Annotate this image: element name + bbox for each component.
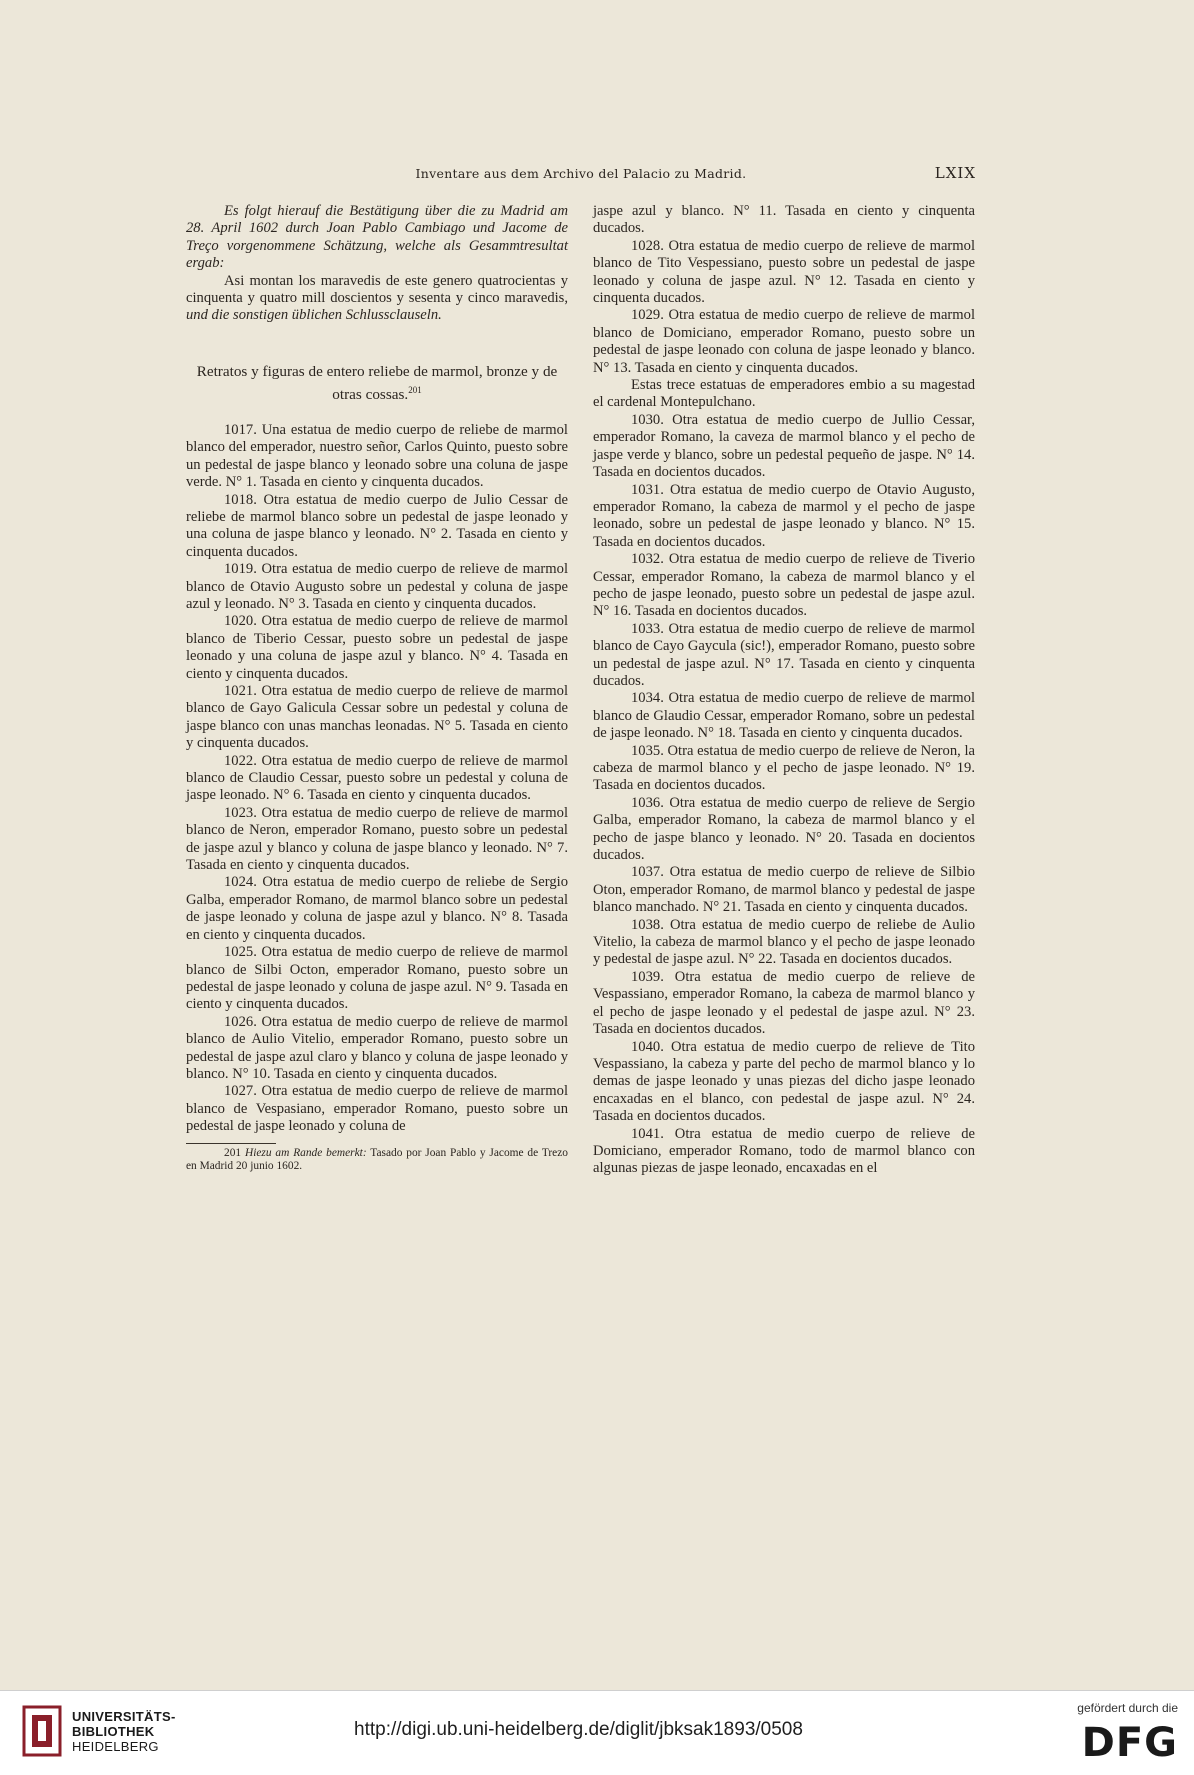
intro-italic-end: und die sonstigen üblichen Schlussclauseln.	[186, 307, 442, 324]
provenance-note: Estas trece estatuas de emperadores embio a su magestad el cardenal Montepulchano.	[593, 377, 975, 411]
library-line-1: UNIVERSITÄTS-	[72, 1709, 176, 1724]
intro-summary	[186, 273, 568, 325]
entry-1039: 1039. Otra estatua de medio cuerpo de relieve de Vespassiano, emperador Romano, la cabeza de marmol blanco y el pecho de jaspe leonado y el pedestal de jaspe azul. N° 23. Tasada en docientos ducados.	[593, 968, 975, 1038]
library-name	[72, 1709, 176, 1754]
entry-1018: 1018. Otra estatua de medio cuerpo de Julio Cessar de reliebe de marmol blanco sobre un pedestal de jaspe leonado y una coluna de jaspe blanco y leonado. N° 2. Tasada en ciento y cinquenta ducados.	[186, 491, 568, 560]
library-line-3: HEIDELBERG	[72, 1739, 159, 1754]
entry-1020: 1020. Otra estatua de medio cuerpo de relieve de marmol blanco de Tiberio Cessar, puesto sobre un pedestal de jaspe leonado y una coluna de jaspe azul y blanco. N° 4. Tasada en ciento y cinquenta ducados.	[186, 613, 568, 682]
heading-footnote-ref: 201	[408, 384, 422, 395]
entry-1036: 1036. Otra estatua de medio cuerpo de relieve de Sergio Galba, emperador Romano, la cabeza de marmol blanco y el pecho de jaspe blanco y leonado. N° 20. Tasada en docientos ducados.	[593, 794, 975, 864]
entry-1028: 1028. Otra estatua de medio cuerpo de relieve de marmol blanco de Tito Vespessiano, puesto sobre un pedestal de jaspe leonado y coluna de jaspe azul. N° 12. Tasada en ciento y cinquenta ducados.	[593, 237, 975, 307]
running-title: Inventare aus dem Archivo del Palacio zu Madrid.	[415, 166, 747, 181]
entry-1031: 1031. Otra estatua de medio cuerpo de Otavio Augusto, emperador Romano, la cabeza de marmol y el pecho de jaspe leonado, sobre un pedestal de jaspe leonado y blanco. N° 15. Tasada en docientos ducados.	[593, 481, 975, 550]
section-heading	[186, 363, 568, 404]
right-column	[593, 203, 975, 1178]
footnote-rule	[186, 1143, 276, 1144]
sponsor-label: gefördert durch die	[1077, 1701, 1178, 1715]
entry-1034: 1034. Otra estatua de medio cuerpo de relieve de marmol blanco de Glaudio Cessar, emperador Romano, sobre un pedestal de jaspe leonado. N° 18. Tasada en ciento y cinquenta ducados.	[593, 690, 975, 742]
entry-1022: 1022. Otra estatua de medio cuerpo de relieve de marmol blanco de Claudio Cessar, puesto sobre un pedestal y coluna de jaspe leonado. N° 6. Tasada en ciento y cinquenta ducados.	[186, 752, 568, 804]
entry-1041: 1041. Otra estatua de medio cuerpo de relieve de Domiciano, emperador Romano, todo de marmol blanco con algunas piezas de jaspe leonado, encaxadas en el	[593, 1125, 975, 1177]
page-number: LXIX	[934, 164, 976, 182]
entry-1021: 1021. Otra estatua de medio cuerpo de relieve de marmol blanco de Gayo Galicula Cessar sobre un pedestal y coluna de jaspe blanco con unas manchas leonadas. N° 5. Tasada en ciento y cinquenta ducados.	[186, 683, 568, 752]
footnote	[186, 1147, 568, 1173]
entry-1035: 1035. Otra estatua de medio cuerpo de relieve de Neron, la cabeza de marmol blanco y el pecho de jaspe leonado. N° 19. Tasada en docientos ducados.	[593, 742, 975, 794]
entry-1027-continued: jaspe azul y blanco. N° 11. Tasada en ciento y cinquenta ducados.	[593, 203, 975, 237]
university-seal-icon	[22, 1705, 62, 1757]
footnote-text: Tasado por Joan Pablo y Jacome de Trezo en Madrid 20 junio 1602.	[186, 1146, 568, 1172]
footnote-label: 201	[224, 1146, 242, 1159]
entry-1037: 1037. Otra estatua de medio cuerpo de relieve de Silbio Oton, emperador Romano, de marmol blanco y pedestal de jaspe blanco manchado. N° 21. Tasada en ciento y cinquenta ducados.	[593, 864, 975, 916]
entry-1026: 1026. Otra estatua de medio cuerpo de relieve de marmol blanco de Aulio Vitelio, emperador Romano, puesto sobre un pedestal de jaspe azul claro y blanco y coluna de jaspe leonado y blanco. N° 10. Tasada en ciento y cinquenta ducados.	[186, 1013, 568, 1082]
entry-1040: 1040. Otra estatua de medio cuerpo de relieve de Tito Vespassiano, la cabeza y parte del pecho de marmol blanco y lo demas de jaspe leonado y unas piezas del dicho jaspe leonado encaxadas en el blanco, con pedestal de jaspe azul. N° 24. Tasada en docientos ducados.	[593, 1038, 975, 1125]
footer-bar	[0, 1690, 1194, 1775]
entry-1030: 1030. Otra estatua de medio cuerpo de Jullio Cessar, emperador Romano, la caveza de marmol blanco y el pecho de jaspe verde y blanco, sobre un pedestal pequeño de jaspe. N° 14. Tasada en docientos ducados.	[593, 411, 975, 481]
intro-paragraph	[186, 203, 568, 273]
running-head	[186, 166, 976, 186]
entry-1024: 1024. Otra estatua de medio cuerpo de reliebe de Sergio Galba, emperador Romano, de marmol blanco sobre un pedestal de jaspe leonado y coluna de jaspe azul y blanco. N° 8. Tasada en ciento y cinquenta ducados.	[186, 874, 568, 943]
library-line-2: BIBLIOTHEK	[72, 1724, 155, 1739]
entry-1027: 1027. Otra estatua de medio cuerpo de relieve de marmol blanco de Vespasiano, emperador Romano, puesto sobre un pedestal de jaspe leonado y coluna de	[186, 1083, 568, 1135]
entry-1033: 1033. Otra estatua de medio cuerpo de relieve de marmol blanco de Cayo Gaycula (sic!), emperador Romano, puesto sobre un pedestal de jaspe azul. N° 17. Tasada en ciento y cinquenta ducados.	[593, 620, 975, 689]
intro-text: Asi montan los maravedis de este genero quatrocientas y cinquenta y quatro mill doscientos y sesenta y cinco maravedis,	[186, 272, 568, 307]
footnote-italic: Hiezu am Rande bemerkt:	[244, 1146, 367, 1159]
entry-1038: 1038. Otra estatua de medio cuerpo de reliebe de Aulio Vitelio, la cabeza de marmol blanco y el pecho de jaspe leonado y pedestal de jaspe azul. N° 22. Tasada en docientos ducados.	[593, 916, 975, 968]
intro-italic: Es folgt hierauf die Bestätigung über die zu Madrid am 28. April 1602 durch Joan Pablo Cambiago und Jacome de Treço vorgenommene Schätzung, welche als Gesammtresultat ergab:	[186, 203, 568, 272]
dfg-logo: DFG	[1081, 1720, 1178, 1766]
section-heading-text: Retratos y figuras de entero reliebe de marmol, bronze y de otras cossas.	[196, 362, 558, 403]
entry-1019: 1019. Otra estatua de medio cuerpo de relieve de marmol blanco de Otavio Augusto sobre un pedestal y coluna de jaspe azul y leonado. N° 3. Tasada en ciento y cinquenta ducados.	[186, 561, 568, 612]
permalink-url[interactable]: http://digi.ub.uni-heidelberg.de/diglit/jbksak1893/0508	[354, 1719, 803, 1740]
entry-1032: 1032. Otra estatua de medio cuerpo de relieve de Tiverio Cessar, emperador Romano, la cabeza de marmol blanco y el pecho de jaspe leonado, puesto sobre un pedestal de jaspe azul. N° 16. Tasada en docientos ducados.	[593, 551, 975, 620]
left-column	[186, 203, 568, 1173]
entry-1017: 1017. Una estatua de medio cuerpo de reliebe de marmol blanco del emperador, nuestro señor, Carlos Quinto, puesto sobre un pedestal de jaspe blanco y leonado sobre una coluna de jaspe verde. N° 1. Tasada en ciento y cinquenta ducados.	[186, 421, 568, 491]
entry-1025: 1025. Otra estatua de medio cuerpo de relieve de marmol blanco de Silbi Octon, emperador Romano, puesto sobre un pedestal de jaspe leonado y coluna de jaspe azul. N° 9. Tasada en ciento y cinquenta ducados.	[186, 944, 568, 1013]
entry-1023: 1023. Otra estatua de medio cuerpo de relieve de marmol blanco de Neron, emperador Romano, puesto sobre un pedestal de jaspe azul y blanco y coluna de jaspe blanco y leonado. N° 7. Tasada en ciento y cinquenta ducados.	[186, 804, 568, 874]
entry-1029: 1029. Otra estatua de medio cuerpo de relieve de marmol blanco de Domiciano, emperador Romano, puesto sobre un pedestal de jaspe leonado con coluna de jaspe leonado y blanco. N° 13. Tasada en ciento y cinquenta ducados.	[593, 307, 975, 376]
